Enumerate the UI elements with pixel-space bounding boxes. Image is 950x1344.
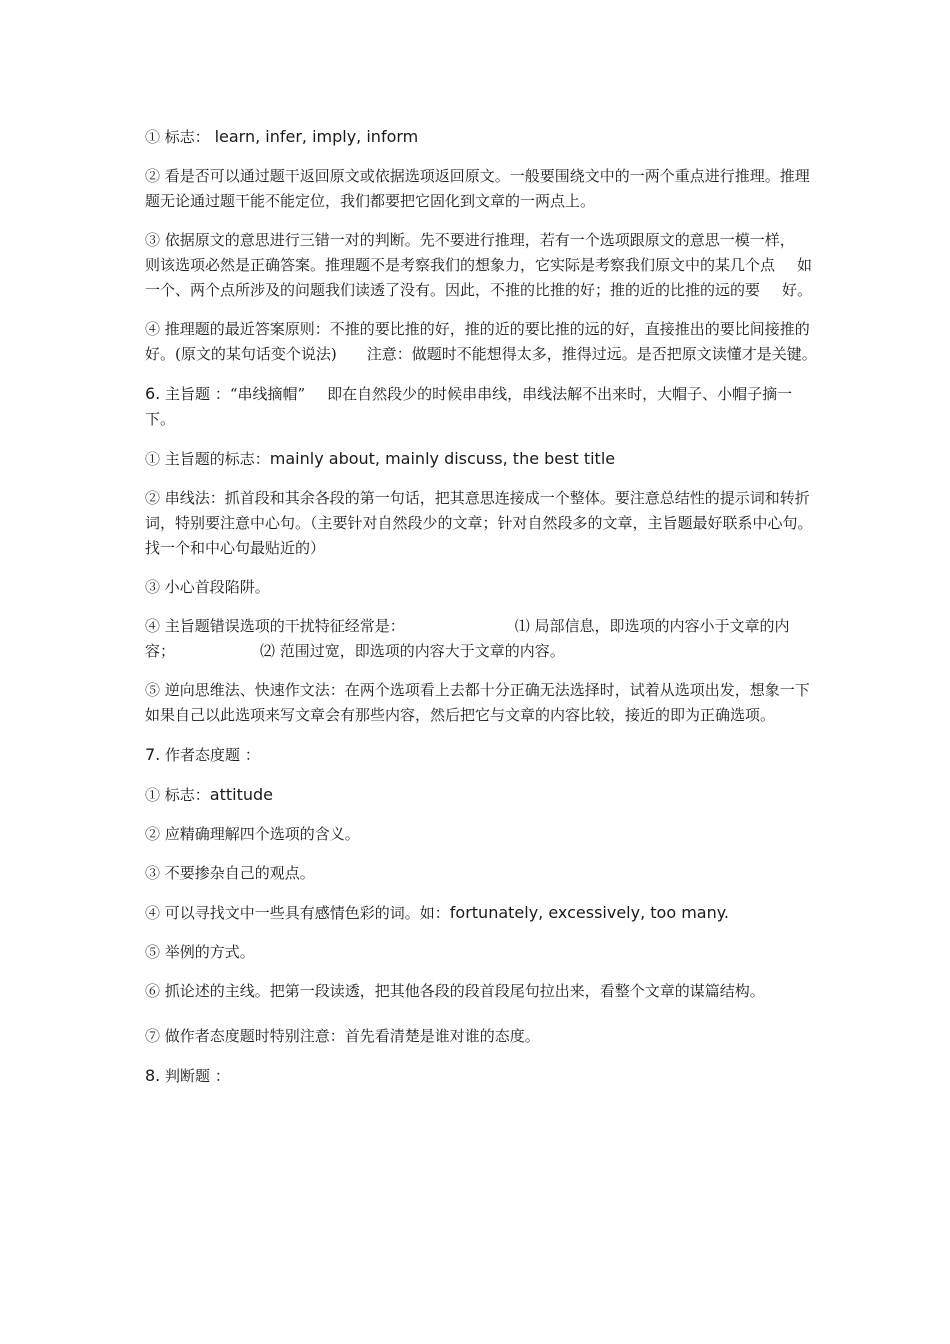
section-number: 7. [145, 745, 161, 764]
para-marker: ① 标志： [145, 128, 210, 146]
paragraph-first-paragraph-trap: ③ 小心首段陷阱。 [145, 578, 270, 596]
heading-main-idea: 6. 主旨题 ：“串线摘帽” 即在自然段少的时候串串线，串线法解不出来时，大帽子、小帽子摘一下。 [145, 384, 793, 428]
heading-judgment: 8. 判断题 ： [145, 1066, 230, 1085]
paragraph-return-to-text: ② 看是否可以通过题干返回原文或依据选项返回原文。一般要围绕文中的一两个重点进行推理。推理题无论通过题干能不能定位，我们都要把它固化到文章的一两点上。 [145, 167, 810, 210]
para-english: fortunately, excessively, too many. [449, 903, 729, 922]
paragraph-attitude-notice: ⑦ 做作者态度题时特别注意：首先看清楚是谁对谁的态度。 [145, 1027, 540, 1045]
paragraph-nearest-answer: ④ 推理题的最近答案原则：不推的要比推的好，推的近的要比推的远的好，直接推出的要比间接推的好。(原文的某句话变个说法) 注意：做题时不能想得太多，推得过远。是否把原文读懂才是关键。 [145, 320, 817, 363]
para-english: learn, infer, imply, inform [214, 127, 419, 146]
paragraph-main-thread: ⑥ 抓论述的主线。把第一段读透，把其他各段的段首段尾句拉出来，看整个文章的谋篇结构。 [145, 982, 765, 1000]
heading-author-attitude: 7. 作者态度题 ： [145, 745, 260, 764]
paragraph-emotive-words [145, 900, 817, 926]
paragraph-three-wrong-one-right: ③ 依据原文的意思进行三错一对的判断。先不要进行推理，若有一个选项跟原文的意思一模一样，则该选项必然是正确答案。推理题不是考察我们的想象力，它实际是考察我们原文中的某几个点 如一个、两个点所涉及的问题我们读透了没有。因此，不推的比推的好；推的近的比推的远的要 好。 [145, 231, 813, 299]
paragraph-infer-signals [145, 124, 817, 150]
para-english: mainly about, mainly discuss, the best title [269, 449, 616, 468]
para-english: attitude [209, 785, 273, 804]
paragraph-understand-options: ② 应精确理解四个选项的含义。 [145, 825, 360, 843]
paragraph-examples: ⑤ 举例的方式。 [145, 943, 255, 961]
paragraph-attitude-signals [145, 782, 817, 808]
paragraph-string-method: ② 串线法：抓首段和其余各段的第一句话，把其意思连接成一个整体。要注意总结性的提示词和转折词，特别要注意中心句。（主要针对自然段少的文章；针对自然段多的文章，主旨题最好联系中心句。找一个和中心句最贴近的） [145, 489, 813, 557]
paragraph-distractor-features: ④ 主旨题错误选项的干扰特征经常是： ⑴ 局部信息，即选项的内容小于文章的内容； ⑵ 范围过宽，即选项的内容大于文章的内容。 [145, 617, 790, 660]
document-body [145, 124, 817, 1103]
paragraph-no-own-opinion: ③ 不要掺杂自己的观点。 [145, 864, 315, 882]
paragraph-reverse-thinking: ⑤ 逆向思维法、快速作文法：在两个选项看上去都十分正确无法选择时，试着从选项出发，想象一下如果自己以此选项来写文章会有那些内容，然后把它与文章的内容比较，接近的即为正确选项。 [145, 681, 810, 724]
para-marker: ① 主旨题的标志： [145, 450, 270, 468]
section-number: 8. [145, 1066, 161, 1085]
section-number: 6. [145, 384, 161, 403]
para-marker: ④ 可以寻找文中一些具有感情色彩的词。如： [145, 904, 450, 922]
para-marker: ① 标志： [145, 786, 210, 804]
paragraph-main-idea-signals [145, 446, 817, 472]
